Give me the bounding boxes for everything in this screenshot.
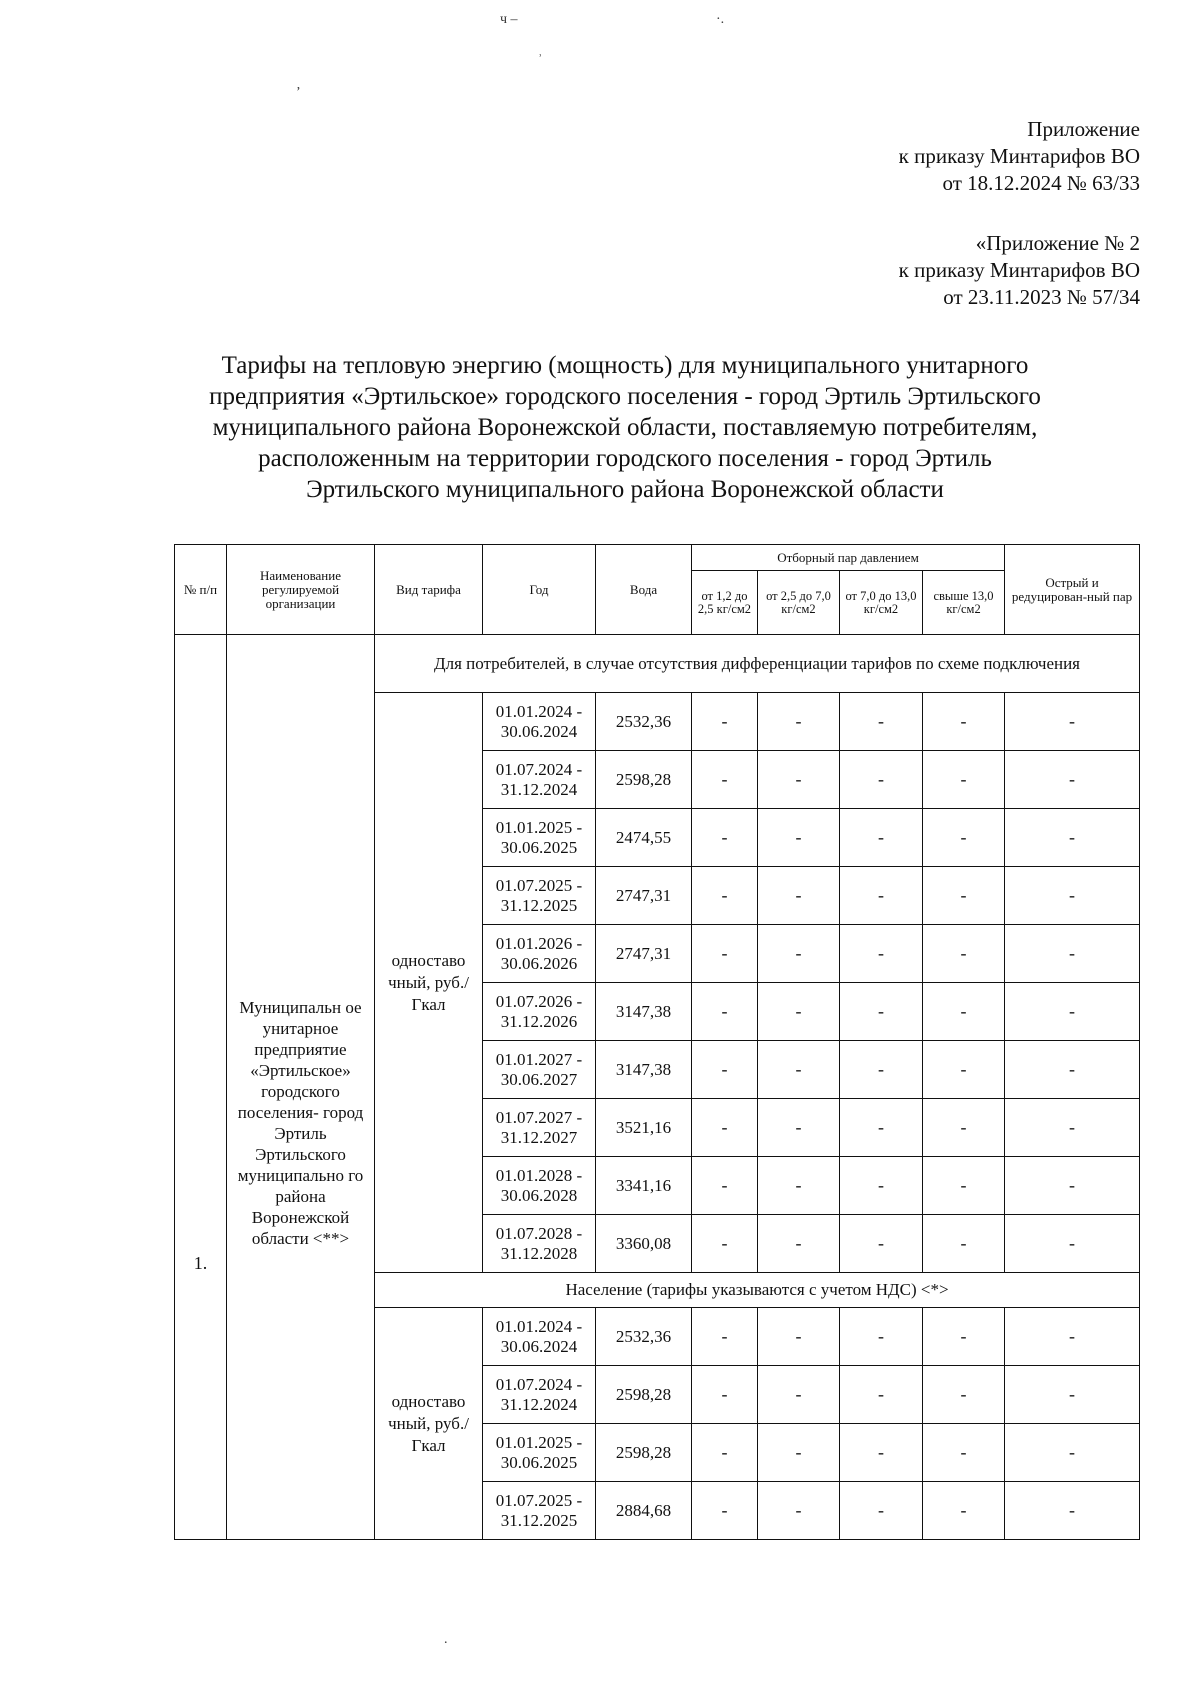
sharp-steam-cell: - (1005, 751, 1140, 809)
steam-tariff-cell: - (758, 1215, 840, 1273)
steam-tariff-cell: - (692, 1308, 758, 1366)
steam-tariff-cell: - (923, 1099, 1005, 1157)
steam-tariff-cell: - (840, 1041, 923, 1099)
period-cell: 01.01.2026 - 30.06.2026 (483, 925, 596, 983)
title-line: предприятия «Эртильское» городского поселения - город Эртиль Эртильского (209, 383, 1041, 410)
appendix-line: от 23.11.2023 № 57/34 (943, 285, 1140, 309)
header-steam-3: от 7,0 до 13,0 кг/см2 (840, 571, 923, 635)
steam-tariff-cell: - (923, 1157, 1005, 1215)
steam-tariff-cell: - (758, 1424, 840, 1482)
header-year: Год (483, 545, 596, 635)
header-steam-1: от 1,2 до 2,5 кг/см2 (692, 571, 758, 635)
period-cell: 01.01.2024 - 30.06.2024 (483, 1308, 596, 1366)
sharp-steam-cell: - (1005, 1215, 1140, 1273)
steam-tariff-cell: - (923, 1215, 1005, 1273)
header-steam-2: от 2,5 до 7,0 кг/см2 (758, 571, 840, 635)
steam-tariff-cell: - (923, 1366, 1005, 1424)
steam-tariff-cell: - (923, 925, 1005, 983)
appendix-line: к приказу Минтарифов ВО (898, 258, 1140, 282)
water-tariff-cell: 2747,31 (596, 925, 692, 983)
sharp-steam-cell: - (1005, 1482, 1140, 1540)
steam-tariff-cell: - (692, 1215, 758, 1273)
steam-tariff-cell: - (692, 1157, 758, 1215)
header-num: № п/п (175, 545, 227, 635)
steam-tariff-cell: - (692, 1041, 758, 1099)
steam-tariff-cell: - (840, 867, 923, 925)
steam-tariff-cell: - (840, 809, 923, 867)
steam-tariff-cell: - (840, 1099, 923, 1157)
period-cell: 01.01.2025 - 30.06.2025 (483, 809, 596, 867)
water-tariff-cell: 2598,28 (596, 751, 692, 809)
water-tariff-cell: 3147,38 (596, 1041, 692, 1099)
sharp-steam-cell: - (1005, 809, 1140, 867)
sharp-steam-cell: - (1005, 867, 1140, 925)
steam-tariff-cell: - (923, 1424, 1005, 1482)
steam-tariff-cell: - (840, 983, 923, 1041)
document-title (130, 350, 1120, 505)
steam-tariff-cell: - (923, 1041, 1005, 1099)
header-steam-group: Отборный пар давлением (692, 545, 1005, 571)
steam-tariff-cell: - (692, 1366, 758, 1424)
steam-tariff-cell: - (840, 1482, 923, 1540)
sharp-steam-cell: - (1005, 1308, 1140, 1366)
steam-tariff-cell: - (840, 1157, 923, 1215)
tariff-table (174, 544, 1140, 1540)
sharp-steam-cell: - (1005, 1424, 1140, 1482)
water-tariff-cell: 2884,68 (596, 1482, 692, 1540)
period-cell: 01.07.2026 - 31.12.2026 (483, 983, 596, 1041)
steam-tariff-cell: - (758, 1482, 840, 1540)
steam-tariff-cell: - (692, 983, 758, 1041)
water-tariff-cell: 3341,16 (596, 1157, 692, 1215)
steam-tariff-cell: - (758, 1041, 840, 1099)
appendix-line: «Приложение № 2 (975, 231, 1140, 255)
period-cell: 01.07.2024 - 31.12.2024 (483, 1366, 596, 1424)
sharp-steam-cell: - (1005, 925, 1140, 983)
section-title: Население (тарифы указываются с учетом НДС) <*> (375, 1273, 1140, 1308)
water-tariff-cell: 3360,08 (596, 1215, 692, 1273)
steam-tariff-cell: - (923, 1482, 1005, 1540)
water-tariff-cell: 3521,16 (596, 1099, 692, 1157)
steam-tariff-cell: - (840, 1366, 923, 1424)
period-cell: 01.07.2028 - 31.12.2028 (483, 1215, 596, 1273)
steam-tariff-cell: - (758, 809, 840, 867)
appendix-line: к приказу Минтарифов ВО (898, 144, 1140, 168)
tariff-type-cell: одноставо чный, руб./Гкал (375, 1308, 483, 1540)
row-number: 1. (175, 635, 227, 1540)
title-line: Тарифы на тепловую энергию (мощность) для муниципального унитарного (221, 352, 1029, 379)
steam-tariff-cell: - (692, 1099, 758, 1157)
steam-tariff-cell: - (923, 751, 1005, 809)
steam-tariff-cell: - (758, 983, 840, 1041)
steam-tariff-cell: - (758, 693, 840, 751)
period-cell: 01.01.2027 - 30.06.2027 (483, 1041, 596, 1099)
period-cell: 01.01.2024 - 30.06.2024 (483, 693, 596, 751)
steam-tariff-cell: - (758, 867, 840, 925)
water-tariff-cell: 3147,38 (596, 983, 692, 1041)
sharp-steam-cell: - (1005, 693, 1140, 751)
period-cell: 01.07.2027 - 31.12.2027 (483, 1099, 596, 1157)
period-cell: 01.01.2025 - 30.06.2025 (483, 1424, 596, 1482)
scan-mark: ˒ (538, 46, 543, 61)
header-organization: Наименование регулируемой организации (227, 545, 375, 635)
scan-mark: . (444, 1632, 448, 1647)
steam-tariff-cell: - (923, 693, 1005, 751)
header-water: Вода (596, 545, 692, 635)
water-tariff-cell: 2598,28 (596, 1366, 692, 1424)
appendix-line: Приложение (1027, 117, 1140, 141)
sharp-steam-cell: - (1005, 1099, 1140, 1157)
steam-tariff-cell: - (840, 751, 923, 809)
sharp-steam-cell: - (1005, 1041, 1140, 1099)
steam-tariff-cell: - (692, 925, 758, 983)
title-line: расположенным на территории городского поселения - город Эртиль (258, 445, 992, 472)
period-cell: 01.01.2028 - 30.06.2028 (483, 1157, 596, 1215)
steam-tariff-cell: - (692, 1482, 758, 1540)
steam-tariff-cell: - (758, 1157, 840, 1215)
scan-mark: ·. (716, 12, 725, 27)
scan-mark: ’ (296, 85, 301, 100)
steam-tariff-cell: - (692, 751, 758, 809)
water-tariff-cell: 2474,55 (596, 809, 692, 867)
steam-tariff-cell: - (692, 867, 758, 925)
sharp-steam-cell: - (1005, 1366, 1140, 1424)
period-cell: 01.07.2025 - 31.12.2025 (483, 867, 596, 925)
section-title: Для потребителей, в случае отсутствия дифференциации тарифов по схеме подключения (375, 635, 1140, 693)
water-tariff-cell: 2532,36 (596, 693, 692, 751)
steam-tariff-cell: - (923, 1308, 1005, 1366)
water-tariff-cell: 2598,28 (596, 1424, 692, 1482)
steam-tariff-cell: - (840, 1424, 923, 1482)
steam-tariff-cell: - (923, 809, 1005, 867)
scan-mark: ч – (500, 12, 518, 27)
period-cell: 01.07.2025 - 31.12.2025 (483, 1482, 596, 1540)
tariff-type-cell: одноставо чный, руб./Гкал (375, 693, 483, 1273)
header-steam-4: свыше 13,0 кг/см2 (923, 571, 1005, 635)
header-sharp-steam: Острый и редуцирован-ный пар (1005, 545, 1140, 635)
steam-tariff-cell: - (840, 1308, 923, 1366)
steam-tariff-cell: - (758, 751, 840, 809)
steam-tariff-cell: - (758, 1308, 840, 1366)
appendix-line: от 18.12.2024 № 63/33 (942, 171, 1140, 195)
steam-tariff-cell: - (840, 693, 923, 751)
title-line: Эртильского муниципального района Воронежской области (306, 476, 944, 503)
steam-tariff-cell: - (758, 925, 840, 983)
steam-tariff-cell: - (840, 925, 923, 983)
organization-name: Муниципальн ое унитарное предприятие «Эртильское» городского поселения- город Эртиль Эртильского муниципально го района Воронежской области <**> (227, 635, 375, 1540)
water-tariff-cell: 2747,31 (596, 867, 692, 925)
steam-tariff-cell: - (923, 983, 1005, 1041)
appendix-reference-previous (899, 230, 1140, 311)
sharp-steam-cell: - (1005, 1157, 1140, 1215)
steam-tariff-cell: - (692, 693, 758, 751)
steam-tariff-cell: - (692, 1424, 758, 1482)
tariff-table-body (175, 635, 1140, 1540)
steam-tariff-cell: - (840, 1215, 923, 1273)
sharp-steam-cell: - (1005, 983, 1140, 1041)
steam-tariff-cell: - (758, 1099, 840, 1157)
title-line: муниципального района Воронежской области, поставляемую потребителям, (212, 414, 1038, 441)
header-tariff-type: Вид тарифа (375, 545, 483, 635)
period-cell: 01.07.2024 - 31.12.2024 (483, 751, 596, 809)
steam-tariff-cell: - (923, 867, 1005, 925)
steam-tariff-cell: - (692, 809, 758, 867)
appendix-reference-current (899, 116, 1140, 197)
steam-tariff-cell: - (758, 1366, 840, 1424)
water-tariff-cell: 2532,36 (596, 1308, 692, 1366)
